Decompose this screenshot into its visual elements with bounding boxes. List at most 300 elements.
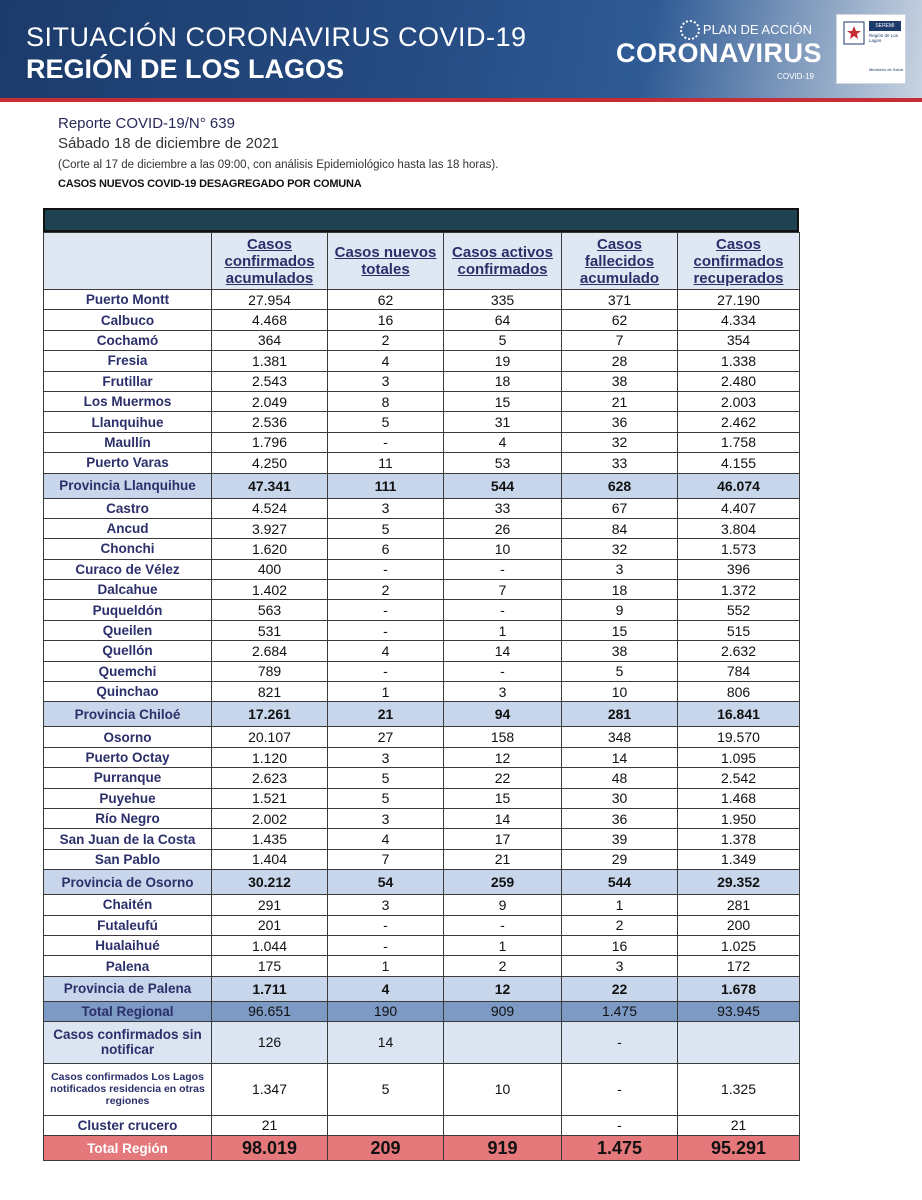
- table-row: [44, 849, 800, 869]
- row-value: 16: [562, 935, 678, 955]
- header-title-line2: REGIÓN DE LOS LAGOS: [26, 54, 345, 84]
- table-row: [44, 661, 800, 681]
- table-row: [44, 432, 800, 452]
- table-row: [44, 498, 800, 518]
- table-row: [44, 682, 800, 702]
- row-value: 4.250: [212, 453, 328, 473]
- row-label: Casos confirmados Los Lagos notificados residencia en otras regiones: [44, 1063, 212, 1115]
- row-value: 1.120: [212, 747, 328, 767]
- row-value: 1.573: [678, 539, 800, 559]
- row-value: 200: [678, 915, 800, 935]
- row-value: 5: [328, 412, 444, 432]
- row-value: 20.107: [212, 727, 328, 747]
- row-value: 2: [444, 956, 562, 976]
- row-value: 2.462: [678, 412, 800, 432]
- table-top-bar: [43, 208, 799, 232]
- table-row: [44, 351, 800, 371]
- row-value: 821: [212, 682, 328, 702]
- row-label: Total Región: [44, 1136, 212, 1161]
- row-value: 33: [444, 498, 562, 518]
- row-label: Provincia Chiloé: [44, 702, 212, 727]
- row-value: 10: [444, 1063, 562, 1115]
- row-value: 3.927: [212, 518, 328, 538]
- row-value: 18: [444, 371, 562, 391]
- row-value: -: [444, 559, 562, 579]
- row-value: 3: [562, 559, 678, 579]
- row-label: Puerto Montt: [44, 290, 212, 310]
- row-value: 32: [562, 539, 678, 559]
- row-label: Curaco de Vélez: [44, 559, 212, 579]
- row-value: 2.536: [212, 412, 328, 432]
- row-value: 5: [328, 768, 444, 788]
- table-row: [44, 895, 800, 915]
- row-value: 4.334: [678, 310, 800, 330]
- row-value: 17: [444, 829, 562, 849]
- row-label: Dalcahue: [44, 580, 212, 600]
- row-value: 4.524: [212, 498, 328, 518]
- header-banner: [0, 0, 922, 102]
- row-value: 1.025: [678, 935, 800, 955]
- row-value: 2.480: [678, 371, 800, 391]
- table-row: [44, 808, 800, 828]
- row-value: 27: [328, 727, 444, 747]
- row-value: 1: [328, 956, 444, 976]
- row-label: Maullín: [44, 432, 212, 452]
- row-value: 22: [562, 976, 678, 1001]
- table-header-row: [44, 233, 800, 290]
- row-value: 919: [444, 1136, 562, 1161]
- table-row: [44, 620, 800, 640]
- row-value: 30: [562, 788, 678, 808]
- row-value: 38: [562, 641, 678, 661]
- row-value: 6: [328, 539, 444, 559]
- row-value: 96.651: [212, 1001, 328, 1021]
- row-value: 5: [562, 661, 678, 681]
- row-value: 259: [444, 870, 562, 895]
- row-value: -: [444, 915, 562, 935]
- row-value: 21: [562, 391, 678, 411]
- row-value: 2.002: [212, 808, 328, 828]
- row-value: 354: [678, 330, 800, 350]
- cases-table: [43, 208, 799, 1161]
- table-row: [44, 453, 800, 473]
- row-value: 1.381: [212, 351, 328, 371]
- shield-icon: [843, 21, 865, 45]
- seremi-sub: Región de Los Lagos: [869, 33, 899, 43]
- row-label: Palena: [44, 956, 212, 976]
- row-value: 15: [444, 788, 562, 808]
- row-value: -: [328, 620, 444, 640]
- row-value: 281: [678, 895, 800, 915]
- row-value: 126: [212, 1021, 328, 1063]
- table-row: [44, 1136, 800, 1161]
- row-value: 48: [562, 768, 678, 788]
- row-value: 10: [562, 682, 678, 702]
- row-value: 1.521: [212, 788, 328, 808]
- row-value: -: [444, 661, 562, 681]
- table-row: [44, 702, 800, 727]
- row-label: Puyehue: [44, 788, 212, 808]
- row-value: 909: [444, 1001, 562, 1021]
- row-value: 32: [562, 432, 678, 452]
- table-row: [44, 727, 800, 747]
- row-value: 1.347: [212, 1063, 328, 1115]
- row-value: 9: [444, 895, 562, 915]
- row-value: [328, 1115, 444, 1135]
- row-value: 31: [444, 412, 562, 432]
- row-value: 4: [328, 351, 444, 371]
- row-value: [678, 1021, 800, 1063]
- row-value: 30.212: [212, 870, 328, 895]
- row-value: -: [328, 935, 444, 955]
- row-value: 3: [444, 682, 562, 702]
- row-value: 111: [328, 473, 444, 498]
- row-value: 2.003: [678, 391, 800, 411]
- row-value: 14: [444, 808, 562, 828]
- row-value: 84: [562, 518, 678, 538]
- row-value: 1.404: [212, 849, 328, 869]
- row-value: 1: [444, 620, 562, 640]
- row-label: San Pablo: [44, 849, 212, 869]
- table-row: [44, 976, 800, 1001]
- row-value: 5: [328, 1063, 444, 1115]
- table-row: [44, 747, 800, 767]
- row-label: Quinchao: [44, 682, 212, 702]
- row-value: 335: [444, 290, 562, 310]
- row-label: Fresia: [44, 351, 212, 371]
- row-value: 3.804: [678, 518, 800, 538]
- row-value: -: [328, 432, 444, 452]
- row-value: 806: [678, 682, 800, 702]
- row-value: 10: [444, 539, 562, 559]
- report-corte: (Corte al 17 de diciembre a las 09:00, con análisis Epidemiológico hasta las 18 horas).: [58, 159, 499, 171]
- row-value: 2.684: [212, 641, 328, 661]
- row-value: 1.950: [678, 808, 800, 828]
- row-value: 36: [562, 808, 678, 828]
- row-value: 2: [328, 580, 444, 600]
- row-value: 400: [212, 559, 328, 579]
- row-value: 95.291: [678, 1136, 800, 1161]
- row-label: Quemchi: [44, 661, 212, 681]
- table-row: [44, 870, 800, 895]
- row-value: 2.542: [678, 768, 800, 788]
- table-row: [44, 768, 800, 788]
- row-value: 4: [328, 641, 444, 661]
- row-value: 21: [444, 849, 562, 869]
- virus-icon: [680, 20, 700, 40]
- row-label: Total Regional: [44, 1001, 212, 1021]
- row-value: 21: [678, 1115, 800, 1135]
- seremi-logo: [836, 14, 906, 84]
- row-value: 3: [562, 956, 678, 976]
- table-row: [44, 1115, 800, 1135]
- row-value: 1.378: [678, 829, 800, 849]
- row-value: 1: [328, 682, 444, 702]
- row-value: 1.678: [678, 976, 800, 1001]
- row-value: 54: [328, 870, 444, 895]
- row-value: 2.632: [678, 641, 800, 661]
- row-label: Castro: [44, 498, 212, 518]
- header-col-5: Casos confirmados recuperados: [678, 233, 800, 290]
- seremi-label: SEREMI: [869, 21, 901, 31]
- row-value: 22: [444, 768, 562, 788]
- row-value: 4: [328, 829, 444, 849]
- table-row: [44, 559, 800, 579]
- row-label: Puerto Varas: [44, 453, 212, 473]
- report-date: Sábado 18 de diciembre de 2021: [58, 135, 280, 152]
- row-value: 3: [328, 747, 444, 767]
- row-value: 1.349: [678, 849, 800, 869]
- row-value: 28: [562, 351, 678, 371]
- table-row: [44, 539, 800, 559]
- row-label: Queilen: [44, 620, 212, 640]
- row-value: 2: [328, 330, 444, 350]
- row-label: Chonchi: [44, 539, 212, 559]
- row-value: 531: [212, 620, 328, 640]
- row-value: 14: [328, 1021, 444, 1063]
- row-label: Hualaihué: [44, 935, 212, 955]
- header-divider: [0, 98, 922, 102]
- row-value: 1.796: [212, 432, 328, 452]
- row-value: 16.841: [678, 702, 800, 727]
- row-label: Llanquihue: [44, 412, 212, 432]
- row-value: 190: [328, 1001, 444, 1021]
- table-row: [44, 1063, 800, 1115]
- row-value: 64: [444, 310, 562, 330]
- row-value: 789: [212, 661, 328, 681]
- row-label: San Juan de la Costa: [44, 829, 212, 849]
- table-row: [44, 1021, 800, 1063]
- table-row: [44, 330, 800, 350]
- row-label: Cluster crucero: [44, 1115, 212, 1135]
- row-value: 209: [328, 1136, 444, 1161]
- row-value: 93.945: [678, 1001, 800, 1021]
- row-value: 12: [444, 747, 562, 767]
- brand-name: CORONAVIRUS: [615, 38, 822, 68]
- report-number: Reporte COVID-19/N° 639: [58, 115, 235, 132]
- table-row: [44, 290, 800, 310]
- table-row: [44, 788, 800, 808]
- row-value: 21: [328, 702, 444, 727]
- row-value: 1.468: [678, 788, 800, 808]
- row-value: 1.044: [212, 935, 328, 955]
- table-row: [44, 412, 800, 432]
- table-row: [44, 391, 800, 411]
- row-value: 544: [444, 473, 562, 498]
- row-value: 4.155: [678, 453, 800, 473]
- row-value: 19.570: [678, 727, 800, 747]
- row-value: 33: [562, 453, 678, 473]
- row-value: 175: [212, 956, 328, 976]
- row-label: Frutillar: [44, 371, 212, 391]
- row-value: 11: [328, 453, 444, 473]
- row-value: 1.758: [678, 432, 800, 452]
- row-value: 5: [328, 518, 444, 538]
- row-label: Futaleufú: [44, 915, 212, 935]
- row-value: 784: [678, 661, 800, 681]
- row-value: 62: [328, 290, 444, 310]
- row-value: 39: [562, 829, 678, 849]
- row-value: 19: [444, 351, 562, 371]
- table-row: [44, 956, 800, 976]
- brand-logo: [615, 18, 822, 81]
- row-label: Los Muermos: [44, 391, 212, 411]
- row-value: 21: [212, 1115, 328, 1135]
- brand-sub: COVID-19: [777, 72, 814, 81]
- row-value: 364: [212, 330, 328, 350]
- row-label: Provincia Llanquihue: [44, 473, 212, 498]
- ministerio-label: Ministerio de Salud: [869, 67, 904, 72]
- header-comuna: [44, 233, 212, 290]
- row-value: 2.543: [212, 371, 328, 391]
- row-value: 94: [444, 702, 562, 727]
- row-label: Río Negro: [44, 808, 212, 828]
- row-value: 628: [562, 473, 678, 498]
- row-value: 38: [562, 371, 678, 391]
- row-label: Osorno: [44, 727, 212, 747]
- row-label: Calbuco: [44, 310, 212, 330]
- row-label: Cochamó: [44, 330, 212, 350]
- row-value: 15: [444, 391, 562, 411]
- row-value: 3: [328, 895, 444, 915]
- row-value: 371: [562, 290, 678, 310]
- row-value: 2: [562, 915, 678, 935]
- row-value: 2.623: [212, 768, 328, 788]
- row-value: -: [562, 1115, 678, 1135]
- row-label: Ancud: [44, 518, 212, 538]
- row-value: 291: [212, 895, 328, 915]
- row-value: [444, 1115, 562, 1135]
- row-value: 53: [444, 453, 562, 473]
- row-value: 4.468: [212, 310, 328, 330]
- row-value: 1.475: [562, 1136, 678, 1161]
- row-value: 1.095: [678, 747, 800, 767]
- row-value: 26: [444, 518, 562, 538]
- row-value: 544: [562, 870, 678, 895]
- row-value: -: [562, 1063, 678, 1115]
- row-value: 3: [328, 371, 444, 391]
- table-row: [44, 915, 800, 935]
- row-value: 9: [562, 600, 678, 620]
- row-value: 281: [562, 702, 678, 727]
- row-value: 14: [444, 641, 562, 661]
- row-value: 36: [562, 412, 678, 432]
- row-label: Puqueldón: [44, 600, 212, 620]
- row-value: 552: [678, 600, 800, 620]
- table-row: [44, 829, 800, 849]
- row-label: Chaitén: [44, 895, 212, 915]
- row-value: 3: [328, 498, 444, 518]
- row-value: 98.019: [212, 1136, 328, 1161]
- row-value: 3: [328, 808, 444, 828]
- row-label: Provincia de Osorno: [44, 870, 212, 895]
- row-value: 158: [444, 727, 562, 747]
- row-value: 29.352: [678, 870, 800, 895]
- row-value: 201: [212, 915, 328, 935]
- table-row: [44, 935, 800, 955]
- row-label: Purranque: [44, 768, 212, 788]
- row-value: 15: [562, 620, 678, 640]
- row-label: Quellón: [44, 641, 212, 661]
- report-subtitle: CASOS NUEVOS COVID-19 DESAGREGADO POR COMUNA: [58, 178, 362, 190]
- table-row: [44, 371, 800, 391]
- row-value: 1: [562, 895, 678, 915]
- row-value: 4.407: [678, 498, 800, 518]
- row-value: [444, 1021, 562, 1063]
- row-value: 1.372: [678, 580, 800, 600]
- row-value: 1.475: [562, 1001, 678, 1021]
- brand-plan: PLAN DE ACCIÓN: [702, 22, 812, 37]
- row-value: 17.261: [212, 702, 328, 727]
- table-row: [44, 1001, 800, 1021]
- header-col-2: Casos nuevos totales: [328, 233, 444, 290]
- row-value: 7: [444, 580, 562, 600]
- row-value: 1.325: [678, 1063, 800, 1115]
- row-value: 515: [678, 620, 800, 640]
- row-value: 396: [678, 559, 800, 579]
- row-value: 5: [328, 788, 444, 808]
- row-label: Casos confirmados sin notificar: [44, 1021, 212, 1063]
- header-col-4: Casos fallecidos acumulado: [562, 233, 678, 290]
- row-value: 46.074: [678, 473, 800, 498]
- row-value: 4: [328, 976, 444, 1001]
- row-value: 348: [562, 727, 678, 747]
- row-value: 29: [562, 849, 678, 869]
- row-value: 563: [212, 600, 328, 620]
- row-label: Provincia de Palena: [44, 976, 212, 1001]
- row-value: 47.341: [212, 473, 328, 498]
- row-value: 16: [328, 310, 444, 330]
- table-row: [44, 600, 800, 620]
- row-value: 1.620: [212, 539, 328, 559]
- row-value: -: [328, 915, 444, 935]
- row-value: -: [328, 559, 444, 579]
- table-row: [44, 473, 800, 498]
- row-value: -: [328, 600, 444, 620]
- row-value: -: [562, 1021, 678, 1063]
- row-value: -: [444, 600, 562, 620]
- row-value: 18: [562, 580, 678, 600]
- row-value: 7: [562, 330, 678, 350]
- row-value: 4: [444, 432, 562, 452]
- row-value: 12: [444, 976, 562, 1001]
- row-value: 1.338: [678, 351, 800, 371]
- row-value: 1.402: [212, 580, 328, 600]
- header-title-line1: SITUACIÓN CORONAVIRUS COVID-19: [26, 22, 527, 52]
- row-value: -: [328, 661, 444, 681]
- row-value: 8: [328, 391, 444, 411]
- row-value: 14: [562, 747, 678, 767]
- row-label: Puerto Octay: [44, 747, 212, 767]
- row-value: 172: [678, 956, 800, 976]
- header-col-3: Casos activos confirmados: [444, 233, 562, 290]
- row-value: 5: [444, 330, 562, 350]
- header-col-1: Casos confirmados acumulados: [212, 233, 328, 290]
- table-row: [44, 518, 800, 538]
- row-value: 62: [562, 310, 678, 330]
- row-value: 27.190: [678, 290, 800, 310]
- table-row: [44, 310, 800, 330]
- table-row: [44, 641, 800, 661]
- row-value: 1.435: [212, 829, 328, 849]
- cases-grid: [43, 232, 800, 1161]
- row-value: 1.711: [212, 976, 328, 1001]
- row-value: 7: [328, 849, 444, 869]
- table-row: [44, 580, 800, 600]
- row-value: 67: [562, 498, 678, 518]
- row-value: 27.954: [212, 290, 328, 310]
- row-value: 2.049: [212, 391, 328, 411]
